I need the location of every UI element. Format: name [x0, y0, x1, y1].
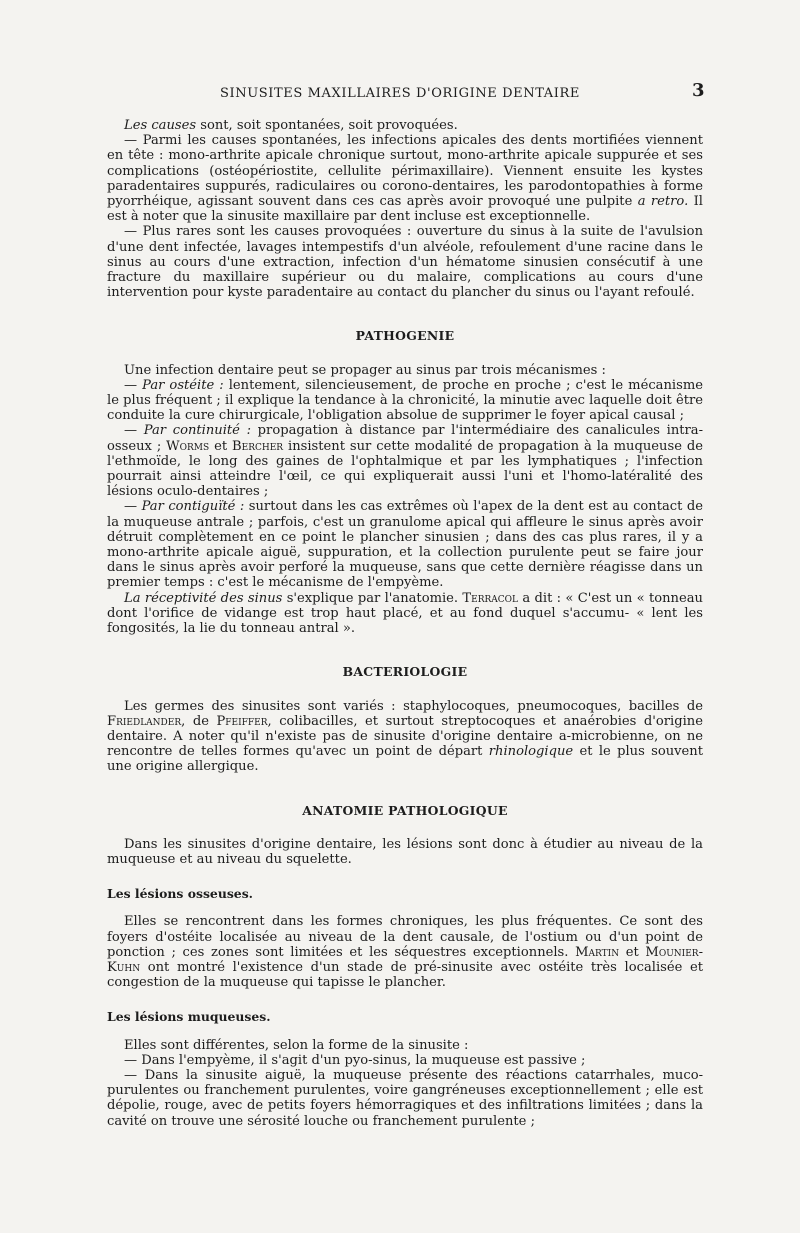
text-et: et [209, 438, 233, 454]
author-mounier-kuhn: Mounier-Kuhn [107, 944, 703, 975]
text-continuite-b: insistent sur cette modalité de propagation à la muqueuse de l'ethmoïde, le long des gaines de l'ophtalmique et par les lymphatiques ; l'infection pourrait ainsi atteindre l'œil, ce qui expliquerait aussi l'uni et l'homo-latéralité des lésions oculo-dentaires ; [107, 438, 703, 500]
lesions-muqueuses-intro: Elles sont différentes, selon la forme de la sinusite : [124, 1037, 469, 1053]
text-osseuses-a: Elles se rencontrent dans les formes chroniques, les plus fréquentes. Ce sont des foyers d'ostéite localisée au niveau de la dent causale, de l'ostium ou d'un point de ponction ; ces zones sont limitées et les séquestres exceptionnels. [107, 914, 703, 960]
text-et: et [619, 944, 646, 960]
pathogenie-receptivite [107, 591, 703, 637]
text-bacterio-d: et le plus souvent une origine allergique. [107, 744, 703, 775]
subheading-lesions-osseuses: Les lésions osseuses. [107, 886, 253, 902]
causes-paragraph-1 [107, 118, 703, 133]
dash: — [124, 377, 143, 393]
text-bacterio-b: , de [181, 713, 217, 729]
causes-text-2b: Il est à noter que la sinusite maxillaire par dent incluse est exceptionnelle. [107, 194, 703, 225]
text-bacterio-a: Les germes des sinusites sont variés : staphylocoques, pneumocoques, bacilles de [124, 698, 703, 714]
term-continuite: Par continuité : [143, 423, 251, 439]
term-receptivite: La réceptivité des sinus [124, 590, 283, 606]
author-martin: Martin [575, 944, 620, 960]
running-head: SINUSITES MAXILLAIRES D'ORIGINE DENTAIRE [220, 86, 580, 101]
author-friedlander: Friedlander [107, 713, 182, 729]
heading-bacteriologie: BACTERIOLOGIE [342, 664, 468, 680]
causes-a-retro: a retro. [637, 194, 689, 210]
author-worms: Worms [166, 438, 210, 454]
text-contiguite: surtout dans les cas extrêmes où l'apex de la dent est au contact de la muqueuse antrale ; parfois, c'est un granulome apical qui affleure le sinus après avoir détruit complètement en ce point le plancher sinusien ; dans des cas plus rares, il y a mono-arthrite apicale aiguë, suppuration, et la collection purulente peut se faire jour dans le sinus après avoir perforé la muqueuse, sans que cette dernière réagisse dans un premier temps : c'est le mécanisme de l'empyème. [107, 499, 703, 591]
pathogenie-intro: Une infection dentaire peut se propager au sinus par trois mécanismes : [124, 362, 606, 378]
text-osseuses-b: ont montré l'existence d'un stade de pré-sinusite avec ostéite très localisée et congestion de la muqueuse qui tapisse le plancher. [107, 959, 703, 991]
pathogenie-contiguite [107, 499, 703, 590]
pathogenie-continuite [107, 423, 703, 499]
heading-pathogenie: PATHOGENIE [355, 328, 455, 344]
lesions-muqueuses-item-2: — Dans la sinusite aiguë, la muqueuse présente des réactions catarrhales, muco-purulentes ou franchement purulentes, voire gangréneuses exceptionnellement ; elle est dépolie, rouge, avec de petits foyers hémorragiques et des infiltrations limitées ; dans la cavité on trouve une sérosité louche ou franchement purulente ; [107, 1067, 703, 1129]
term-rhinologique: rhinologique [488, 744, 574, 760]
dash: — [124, 499, 142, 515]
text-continuite-a: propagation à distance par l'intermédiaire des canalicules intra-osseux ; [107, 423, 704, 454]
text-bacterio-c: , colibacilles, et surtout streptocoques et anaérobies d'origine dentaire. A noter qu'il n'existe pas de sinusite d'origine dentaire a-microbienne, on ne rencontre de telles formes qu'avec un point de départ [107, 713, 703, 760]
causes-paragraph-3: — Plus rares sont les causes provoquées : ouverture du sinus à la suite de l'avulsion d'une dent infectée, lavages intempestifs d'un alvéole, refoulement d'une racine dans le sinus au cours d'une extraction, infection d'un hématome sinusien consécutif à une fracture du maxillaire supérieur ou du malaire, complications au cours d'une intervention pour kyste paradentaire au contact du plancher du sinus ou l'ayant refoulé. [107, 224, 703, 301]
lesions-muqueuses-item-1: — Dans l'empyème, il s'agit d'un pyo-sinus, la muqueuse est passive ; [124, 1052, 586, 1068]
pathogenie-osteite [107, 378, 703, 424]
subheading-lesions-muqueuses: Les lésions muqueuses. [107, 1009, 271, 1025]
text-receptivite-a: s'explique par l'anatomie. [282, 590, 463, 606]
text-receptivite-b: a dit : « C'est un « tonneau dont l'orifice de vidange est trop haut placé, et au fond duquel s'accumu- « lent les fongosités, la lie du tonneau antral ». [107, 590, 703, 637]
term-osteite: Par ostéite : [142, 377, 224, 393]
causes-paragraph-2 [107, 133, 703, 224]
lesions-osseuses-paragraph [107, 914, 703, 990]
author-pfeiffer: Pfeiffer [216, 713, 268, 729]
dash: — [124, 423, 144, 439]
causes-text-2a: — Parmi les causes spontanées, les infections apicales des dents mortifiées viennent en tête : mono-arthrite apicale chronique surtout, mono-arthrite apicale suppurée et ses complications (ostéopériostite, cellulite périmaxillaire). Viennent ensuite les kystes paradentaires suppurés, radiculaires ou corono-dentaires, les parodontopathies à forme pyorrhéique, agissant souvent dans ces cas après avoir provoqué une pulpite [107, 133, 703, 210]
page-number: 3 [692, 80, 705, 101]
heading-anatomie: ANATOMIE PATHOLOGIQUE [302, 802, 508, 818]
causes-term: Les causes [124, 118, 197, 133]
anatomie-intro: Dans les sinusites d'origine dentaire, les lésions sont donc à étudier au niveau de la muqueuse et au niveau du squelette. [107, 836, 703, 867]
author-terracol: Terracol [462, 590, 519, 606]
text-osteite: lentement, silencieusement, de proche en proche ; c'est le mécanisme le plus fréquent ; il explique la tendance à la chronicité, la minutie avec laquelle doit être conduite la cure chirurgicale, l'obligation absolue de supprimer le foyer apical causal ; [107, 377, 703, 424]
term-contiguite: Par contiguïté : [141, 499, 245, 515]
author-bercher: Bercher [232, 438, 284, 454]
page-body [107, 118, 703, 1129]
causes-text-1: sont, soit spontanées, soit provoquées. [196, 118, 458, 133]
bacteriologie-paragraph [107, 699, 703, 775]
